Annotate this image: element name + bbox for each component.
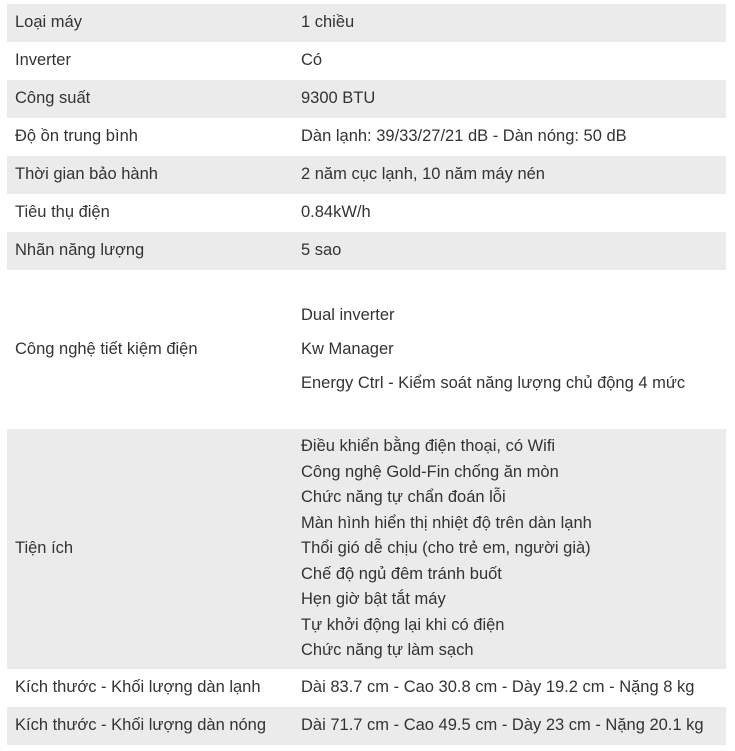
spec-value-item: Thổi gió dễ chịu (cho trẻ em, người già) [301,539,591,558]
spec-value-item: Chế độ ngủ đêm tránh buốt [301,564,502,583]
spec-value: Dài 83.7 cm - Cao 30.8 cm - Dày 19.2 cm - Nặng 8 kg [293,669,726,707]
spec-value-item: Chức năng tự chẩn đoán lỗi [301,488,506,507]
spec-value: 1 chiều [293,4,726,42]
spec-label: Công nghệ tiết kiệm điện [7,270,293,429]
spec-row-energy-saving-tech [7,270,726,429]
spec-value-list [293,429,726,669]
spec-label: Nhãn năng lượng [7,232,293,270]
spec-value-item: Chức năng tự làm sạch [301,641,474,660]
spec-value: 0.84kW/h [293,194,726,232]
spec-row-type [7,4,726,42]
spec-value-list [293,270,726,429]
spec-value: 5 sao [293,232,726,270]
spec-label: Công suất [7,80,293,118]
spec-label: Tiện ích [7,429,293,669]
spec-label: Tiêu thụ điện [7,194,293,232]
spec-table [7,4,726,745]
spec-row-energy-label [7,232,726,270]
spec-row-indoor-dimensions [7,669,726,707]
spec-value-item: Energy Ctrl - Kiểm soát năng lượng chủ động 4 mức [301,373,686,392]
spec-row-capacity [7,80,726,118]
spec-label: Độ ồn trung bình [7,118,293,156]
spec-label: Loại máy [7,4,293,42]
spec-value-item: Dual inverter [301,305,395,324]
spec-value-item: Tự khởi động lại khi có điện [301,615,505,634]
spec-row-power-consumption [7,194,726,232]
spec-value: Dàn lạnh: 39/33/27/21 dB - Dàn nóng: 50 dB [293,118,726,156]
spec-value-item: Màn hình hiển thị nhiệt độ trên dàn lạnh [301,513,592,532]
spec-label: Kích thước - Khối lượng dàn lạnh [7,669,293,707]
spec-value: 2 năm cục lạnh, 10 năm máy nén [293,156,726,194]
spec-value: Có [293,42,726,80]
spec-value-item: Kw Manager [301,339,394,358]
spec-label: Thời gian bảo hành [7,156,293,194]
spec-row-outdoor-dimensions [7,707,726,745]
spec-label: Kích thước - Khối lượng dàn nóng [7,707,293,745]
spec-value-item: Công nghệ Gold-Fin chống ăn mòn [301,462,559,481]
spec-value: 9300 BTU [293,80,726,118]
spec-row-inverter [7,42,726,80]
spec-value: Dài 71.7 cm - Cao 49.5 cm - Dày 23 cm - Nặng 20.1 kg [293,707,726,745]
spec-label: Inverter [7,42,293,80]
spec-value-item: Hẹn giờ bật tắt máy [301,590,446,609]
spec-row-warranty [7,156,726,194]
spec-row-utilities [7,429,726,669]
spec-row-noise [7,118,726,156]
spec-value-item: Điều khiển bằng điện thoại, có Wifi [301,437,556,456]
